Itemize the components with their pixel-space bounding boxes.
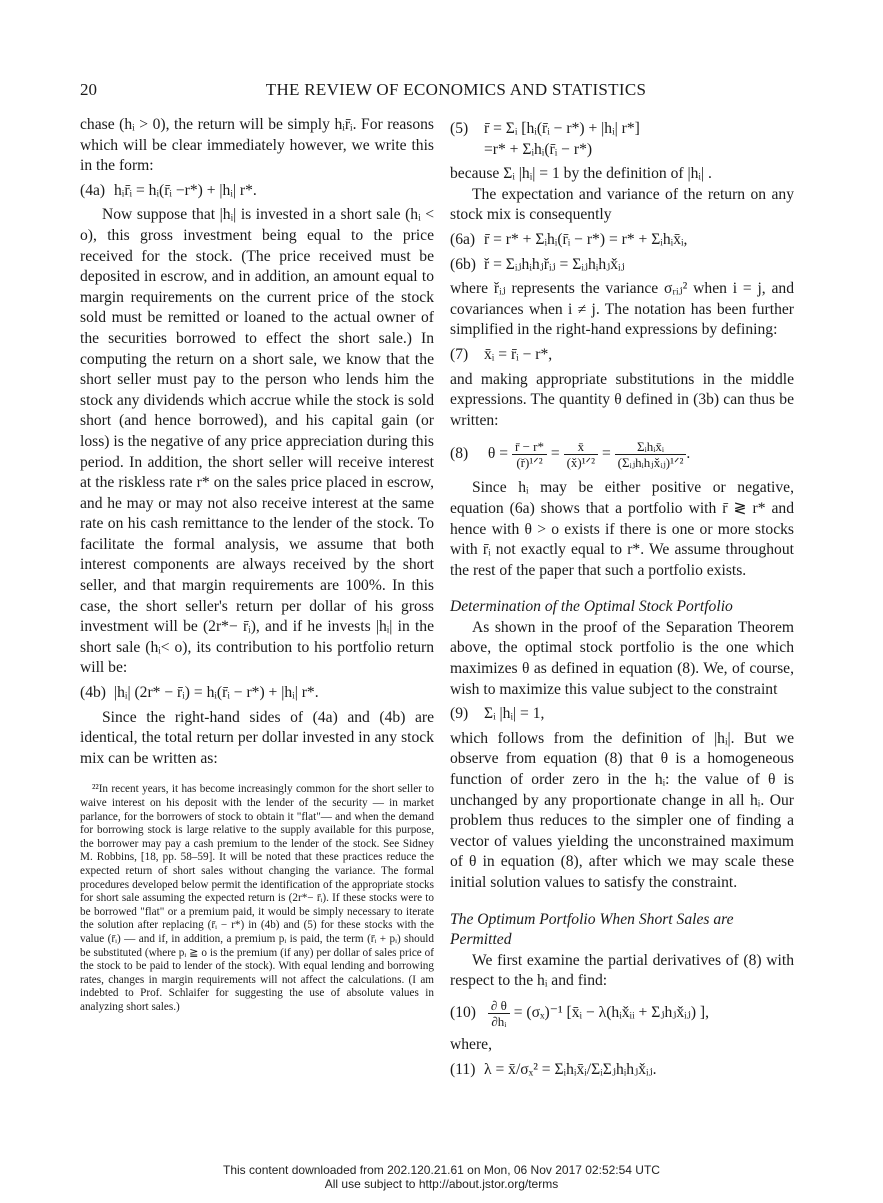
paragraph: Now suppose that |hᵢ| is invested in a short sale (hᵢ < o), this gross investment being equal to the price received for the stock. (The price received must be deposited in escrow, and in addition, an amount equal to margin requirements on the current price of the stock sold must be remitted or loaned to the actual owner of the securities borrowed to effect the short sale.) In computing the return on a short sale, we know that the short seller must pay to the person who lends him the stock any dividends which accrue while the stock is sold short (and hence borrowed), and his capital gain (or loss) is the negative of any price appreciation during this period. In addition, the short seller will receive interest at the riskless rate r* on the sales price placed in escrow, and he may or may not also receive interest at the same rate on his cash remittance to the lender of the stock. To facilitate the formal analysis, we assume that both interest components are always received by the short seller, and that margin requirements are 100%. In this case, the short seller's return per dollar of his gross investment will be (2r*− r̄ᵢ), and if he invests |hᵢ| in the short sale (hᵢ< o), its contribution to his portfolio return will be: (80, 206, 434, 677)
denominator: (Σᵢⱼhᵢhⱼx̌ᵢⱼ)¹ᐟ² (617, 455, 684, 471)
fraction (564, 439, 598, 470)
equation-5 (450, 119, 794, 160)
equation-label: (4a) (80, 181, 106, 199)
equation-label: (9) (450, 705, 469, 723)
paragraph: where, (450, 1035, 492, 1053)
numerator: r̄ − r* (512, 439, 547, 455)
paragraph: Since the right-hand sides of (4a) and (4b) are identical, the total return per dollar invested in any stock mix can be written as: (80, 708, 434, 767)
equation-body-continued: =r* + Σᵢhᵢ(r̄ᵢ − r*) (484, 140, 593, 158)
section-heading: Determination of the Optimal Stock Portfolio (450, 598, 733, 616)
equation-label: (8) (450, 445, 469, 463)
numerator: Σᵢhᵢx̄ᵢ (615, 439, 687, 455)
equation-body: r̄ = Σᵢ [hᵢ(r̄ᵢ − r*) + |hᵢ| r*] (484, 120, 640, 137)
paragraph: Since hᵢ may be either positive or negative, equation (6a) shows that a portfolio with r̄ ≷ r* and hence with θ > o exists if there is one or more stocks with r̄ᵢ not exactly equal to r*. We assume throughout the rest of the paper that such a portfolio exists. (450, 479, 794, 579)
paragraph: and making appropriate substitutions in the middle expressions. The quantity θ defined in (3b) can thus be written: (450, 370, 794, 429)
equation-label: (6a) (450, 230, 476, 248)
equation-label: (7) (450, 345, 469, 363)
equation-8: (8) θ = $\frac{r̄ - r*}{\text{(ř)¹ᐟ²}}$ = $\frac{x̄}{\text{(x̌)¹ᐟ²}}$ = $\frac{\text{Σᵢhᵢx̄ᵢ}}{\text{(Σᵢⱼhᵢhⱼx̌ᵢⱼ)¹ᐟ²}}$ . (450, 439, 691, 471)
fraction (512, 439, 547, 470)
equation-9 (450, 704, 794, 725)
equation-10 (450, 998, 794, 1029)
jstor-footer (0, 1163, 883, 1191)
paragraph: The expectation and variance of the return on any stock mix is consequently (450, 185, 794, 224)
page-number: 20 (80, 80, 97, 99)
equation-body: |hᵢ| (2r* − r̄ᵢ) = hᵢ(r̄ᵢ − r*) + |hᵢ| r*. (114, 684, 319, 702)
footnote: ²²In recent years, it has become increasingly common for the short seller to waive interest on his deposit with the lender of the security — in market parlance, for the borrowers of stock to obtain it "flat"— and when the demand for borrowing stock is large relative to the supply available for this purpose, the borrower may pay a cash premium to the lender of the stock. See Sidney M. Robbins, [18, pp. 58–59]. It will be noted that these practices reduce the expected return of short sales without changing the variance. The formal procedures developed below permit the identification of the appropriate stocks for short sale assuming the expected return is (2r*− r̄ᵢ). If these stocks were to be borrowed "flat" or a premium paid, it would be simply necessary to iterate the solution after replacing (r̄ᵢ − r*) in (4b) and (5) for these stocks with the value (r̄ᵢ) — and if, in addition, a premium pᵢ is paid, the term (r̄ᵢ + pᵢ) should be substituted (where pᵢ ≧ o is the premium (if any) per dollar of sales price of the stock to be paid to lender of the stock). With equal lending and borrowing rates, changes in margin requirements will not affect the calculations. (I am indebted to Prof. Schlaifer for suggesting the use of absolute values in analyzing short sales.) (80, 783, 434, 1013)
left-column (80, 115, 434, 1015)
denominator: (ř)¹ᐟ² (516, 455, 543, 471)
equation-body: ř = Σᵢⱼhᵢhⱼřᵢⱼ = Σᵢⱼhᵢhⱼx̌ᵢⱼ (484, 255, 625, 273)
running-header (80, 80, 832, 104)
equation-11 (450, 1060, 794, 1081)
equation-label: (6b) (450, 255, 476, 273)
fraction (488, 998, 510, 1029)
denominator: (x̌)¹ᐟ² (566, 455, 596, 471)
right-column (450, 115, 794, 1084)
equation-body: λ = x̄/σₓ² = Σᵢhᵢx̄ᵢ/ΣᵢΣⱼhᵢhⱼx̌ᵢⱼ. (484, 1060, 657, 1078)
equation-lhs: θ = (487, 445, 509, 463)
paragraph: which follows from the definition of |hᵢ|. But we observe from equation (8) that θ is a homogeneous function of order zero in the hᵢ: the value of θ is unchanged by any proportionate change in all hᵢ. Our problem thus reduces to the simpler one of finding a vector of values yielding the unconstrained maximum of θ in equation (8), after which we may scale these initial solution values to satisfy the constraint. (450, 729, 794, 891)
section-heading: The Optimum Portfolio When Short Sales are Permitted (450, 910, 734, 949)
paragraph: because Σᵢ |hᵢ| = 1 by the definition of |hᵢ| . (450, 165, 712, 183)
paragraph: chase (hᵢ > 0), the return will be simply hᵢr̄ᵢ. For reasons which will be clear immediately however, we write this in the form: (80, 116, 434, 175)
equation-label: (5) (450, 120, 469, 137)
equation-label: (10) (450, 1004, 476, 1022)
equation-7 (450, 345, 794, 366)
denominator: ∂hᵢ (491, 1013, 507, 1029)
equation-6a (450, 230, 794, 251)
fraction (615, 439, 687, 470)
numerator: x̄ (564, 439, 598, 455)
equation-label: (4b) (80, 684, 106, 702)
equation-4b (80, 683, 434, 704)
equation-label: (11) (450, 1060, 476, 1078)
paragraph: where řᵢⱼ represents the variance σᵣᵢⱼ² when i = j, and covariances when i ≠ j. The notation has been further simplified in the right-hand expressions by defining: (450, 280, 794, 339)
equation-body: Σᵢ |hᵢ| = 1, (484, 705, 545, 723)
download-notice: This content downloaded from 202.120.21.61 on Mon, 06 Nov 2017 02:52:54 UTC (223, 1163, 660, 1177)
equation-6b (450, 255, 794, 276)
equation-4a (80, 181, 434, 202)
equation-body: = (σₓ)⁻¹ [x̄ᵢ − λ(hᵢx̌ᵢᵢ + Σⱼhⱼx̌ᵢⱼ) ], (513, 1004, 710, 1022)
journal-title: THE REVIEW OF ECONOMICS AND STATISTICS (265, 80, 647, 99)
equation-body: hᵢr̄ᵢ = hᵢ(r̄ᵢ −r*) + |hᵢ| r*. (114, 181, 257, 199)
equation-body: x̄ᵢ = r̄ᵢ − r*, (484, 345, 553, 363)
numerator: ∂ θ (488, 998, 510, 1014)
paragraph: We first examine the partial derivatives of (8) with respect to the hᵢ and find: (450, 951, 794, 990)
terms-notice: All use subject to http://about.jstor.org/terms (324, 1177, 559, 1191)
paragraph: As shown in the proof of the Separation Theorem above, the optimal stock portfolio is the one which maximizes θ as defined in equation (8). We, of course, wish to maximize this value subject to the constraint (450, 618, 794, 698)
equation-body: r̄ = r* + Σᵢhᵢ(r̄ᵢ − r*) = r* + Σᵢhᵢx̄ᵢ, (484, 230, 688, 248)
